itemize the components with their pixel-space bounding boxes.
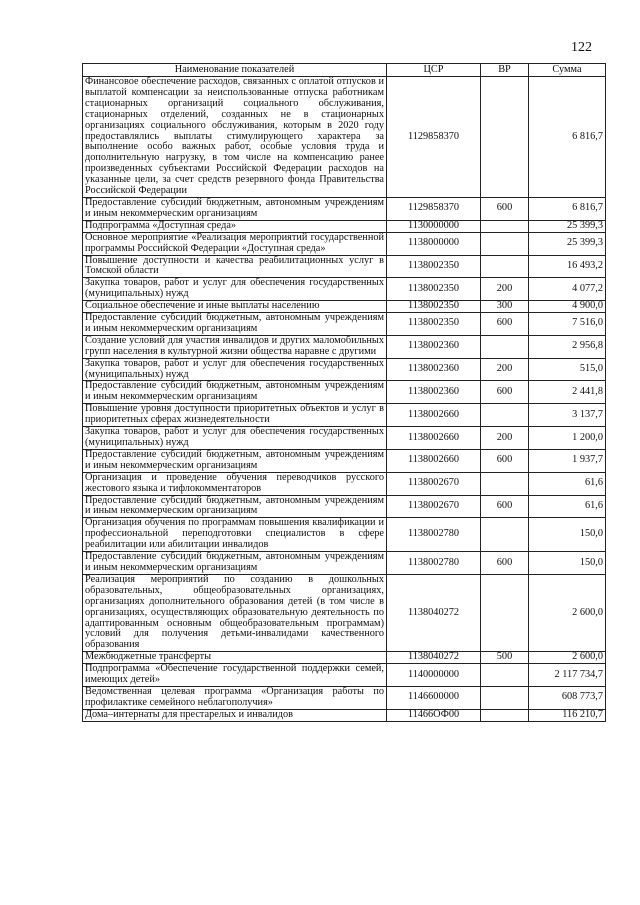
row-vr: 600 (481, 313, 529, 336)
row-csr: 1129858370 (387, 197, 481, 220)
row-csr: 1138002350 (387, 301, 481, 313)
row-vr (481, 220, 529, 232)
table-row (83, 652, 606, 664)
table-row (83, 709, 606, 721)
table-row (83, 220, 606, 232)
row-csr: 1138002350 (387, 313, 481, 336)
row-name: Повышение доступности и качества реабилитационных услуг в Томской области (83, 255, 387, 278)
row-name: Предоставление субсидий бюджетным, автономным учреждениям и иным некоммерческим организациям (83, 495, 387, 518)
table-row (83, 77, 606, 198)
row-sum: 2 600,0 (529, 574, 606, 651)
row-vr (481, 709, 529, 721)
row-name: Закупка товаров, работ и услуг для обеспечения государственных (муниципальных) нужд (83, 358, 387, 381)
row-vr (481, 77, 529, 198)
table-body (83, 77, 606, 722)
row-vr (481, 472, 529, 495)
row-sum: 2 956,8 (529, 335, 606, 358)
row-vr: 200 (481, 427, 529, 450)
row-csr: 1138002660 (387, 449, 481, 472)
header-sum: Сумма (529, 64, 606, 77)
row-sum: 16 493,2 (529, 255, 606, 278)
row-vr (481, 574, 529, 651)
row-name: Организация и проведение обучения переводчиков русского жестового языка и тифлокомментаторов (83, 472, 387, 495)
row-vr (481, 255, 529, 278)
table-row (83, 313, 606, 336)
row-vr: 600 (481, 381, 529, 404)
row-sum: 7 516,0 (529, 313, 606, 336)
row-sum: 6 816,7 (529, 197, 606, 220)
row-csr: 11466ОФ00 (387, 709, 481, 721)
row-vr (481, 518, 529, 552)
row-name: Межбюджетные трансферты (83, 652, 387, 664)
row-name: Финансовое обеспечение расходов, связанных с оплатой отпусков и выплатой компенсации за неиспользованные отпуска работникам стационарных организаций социального обслуживания, стационарных отделений, созданных не в стационарных организациях социального обслуживания, которым в 2020 году предоставлялись выплаты стимулирующего характера за выполнение особо важных работ, особые условия труда и дополнительную нагрузку, в том числе на компенсацию ранее произведенных субъектами Российской Федерации расходов на указанные цели, за счет средств резервного фонда Правительства Российской Федерации (83, 77, 387, 198)
row-sum: 2 600,0 (529, 652, 606, 664)
row-csr: 1138002360 (387, 381, 481, 404)
row-csr: 1138002780 (387, 552, 481, 575)
row-name: Предоставление субсидий бюджетным, автономным учреждениям и иным некоммерческим организациям (83, 449, 387, 472)
row-vr: 600 (481, 495, 529, 518)
row-name: Ведомственная целевая программа «Организация работы по профилактике семейного неблагополучия» (83, 686, 387, 709)
row-vr (481, 686, 529, 709)
row-name: Предоставление субсидий бюджетным, автономным учреждениям и иным некоммерческим организациям (83, 197, 387, 220)
row-csr: 1138002350 (387, 278, 481, 301)
row-name: Повышение уровня доступности приоритетных объектов и услуг в приоритетных сферах жизнедеятельности (83, 404, 387, 427)
row-csr: 1138002780 (387, 518, 481, 552)
row-sum: 1 937,7 (529, 449, 606, 472)
table-row (83, 686, 606, 709)
row-sum: 2 441,8 (529, 381, 606, 404)
table-row (83, 381, 606, 404)
row-vr: 600 (481, 197, 529, 220)
row-sum: 4 900,0 (529, 301, 606, 313)
row-vr: 300 (481, 301, 529, 313)
row-vr: 200 (481, 278, 529, 301)
row-vr: 500 (481, 652, 529, 664)
row-name: Предоставление субсидий бюджетным, автономным учреждениям и иным некоммерческим организациям (83, 313, 387, 336)
table-row (83, 552, 606, 575)
row-vr (481, 232, 529, 255)
row-csr: 1138002660 (387, 404, 481, 427)
row-csr: 1138002670 (387, 472, 481, 495)
row-csr: 1138002350 (387, 255, 481, 278)
row-csr: 1138000000 (387, 232, 481, 255)
row-csr: 1138002360 (387, 335, 481, 358)
table-row (83, 301, 606, 313)
table-row (83, 472, 606, 495)
row-name: Реализация мероприятий по созданию в дошкольных образовательных, общеобразовательных организациях, организациях дополнительного образования детей (в том числе в организациях, осуществляющих образовательную деятельность по адаптированным основным общеобразовательным программам) условий для получения детьми-инвалидами качественного образования (83, 574, 387, 651)
table-row (83, 664, 606, 687)
row-name: Предоставление субсидий бюджетным, автономным учреждениям и иным некоммерческим организациям (83, 552, 387, 575)
budget-table (82, 63, 606, 722)
table-row (83, 255, 606, 278)
table-row (83, 574, 606, 651)
row-sum: 6 816,7 (529, 77, 606, 198)
row-vr (481, 664, 529, 687)
header-name: Наименование показателей (83, 64, 387, 77)
row-sum: 116 210,7 (529, 709, 606, 721)
row-sum: 25 399,3 (529, 232, 606, 255)
table-row (83, 232, 606, 255)
row-vr: 600 (481, 552, 529, 575)
row-csr: 1138002360 (387, 358, 481, 381)
row-name: Социальное обеспечение и иные выплаты населению (83, 301, 387, 313)
header-csr: ЦСР (387, 64, 481, 77)
page-number: 122 (571, 40, 592, 55)
row-sum: 3 137,7 (529, 404, 606, 427)
row-sum: 1 200,0 (529, 427, 606, 450)
row-sum: 608 773,7 (529, 686, 606, 709)
row-csr: 1146600000 (387, 686, 481, 709)
row-vr: 200 (481, 358, 529, 381)
header-vr: ВР (481, 64, 529, 77)
row-sum: 515,0 (529, 358, 606, 381)
row-csr: 1130000000 (387, 220, 481, 232)
row-sum: 4 077,2 (529, 278, 606, 301)
table-row (83, 197, 606, 220)
row-name: Подпрограмма «Обеспечение государственной поддержки семей, имеющих детей» (83, 664, 387, 687)
table-row (83, 335, 606, 358)
row-csr: 1138040272 (387, 652, 481, 664)
row-name: Основное мероприятие «Реализация мероприятий государственной программы Российской Федерации «Доступная среда» (83, 232, 387, 255)
row-vr (481, 335, 529, 358)
row-vr: 600 (481, 449, 529, 472)
row-csr: 1129858370 (387, 77, 481, 198)
table-row (83, 358, 606, 381)
row-sum: 2 117 734,7 (529, 664, 606, 687)
row-sum: 150,0 (529, 518, 606, 552)
row-vr (481, 404, 529, 427)
row-name: Дома–интернаты для престарелых и инвалидов (83, 709, 387, 721)
row-sum: 25 399,3 (529, 220, 606, 232)
table-row (83, 518, 606, 552)
row-csr: 1138002660 (387, 427, 481, 450)
row-sum: 61,6 (529, 472, 606, 495)
row-name: Закупка товаров, работ и услуг для обеспечения государственных (муниципальных) нужд (83, 427, 387, 450)
table-row (83, 449, 606, 472)
row-sum: 150,0 (529, 552, 606, 575)
table-row (83, 278, 606, 301)
row-sum: 61,6 (529, 495, 606, 518)
row-name: Закупка товаров, работ и услуг для обеспечения государственных (муниципальных) нужд (83, 278, 387, 301)
row-name: Создание условий для участия инвалидов и других маломобильных групп населения в культурной жизни общества наравне с другими (83, 335, 387, 358)
table-row (83, 404, 606, 427)
row-name: Организация обучения по программам повышения квалификации и профессиональной переподготовки специалистов в сфере реабилитации или абилитации инвалидов (83, 518, 387, 552)
row-csr: 1140000000 (387, 664, 481, 687)
table-row (83, 495, 606, 518)
table-header-row (83, 64, 606, 77)
table-row (83, 427, 606, 450)
row-name: Предоставление субсидий бюджетным, автономным учреждениям и иным некоммерческим организациям (83, 381, 387, 404)
row-name: Подпрограмма «Доступная среда» (83, 220, 387, 232)
row-csr: 1138040272 (387, 574, 481, 651)
row-csr: 1138002670 (387, 495, 481, 518)
